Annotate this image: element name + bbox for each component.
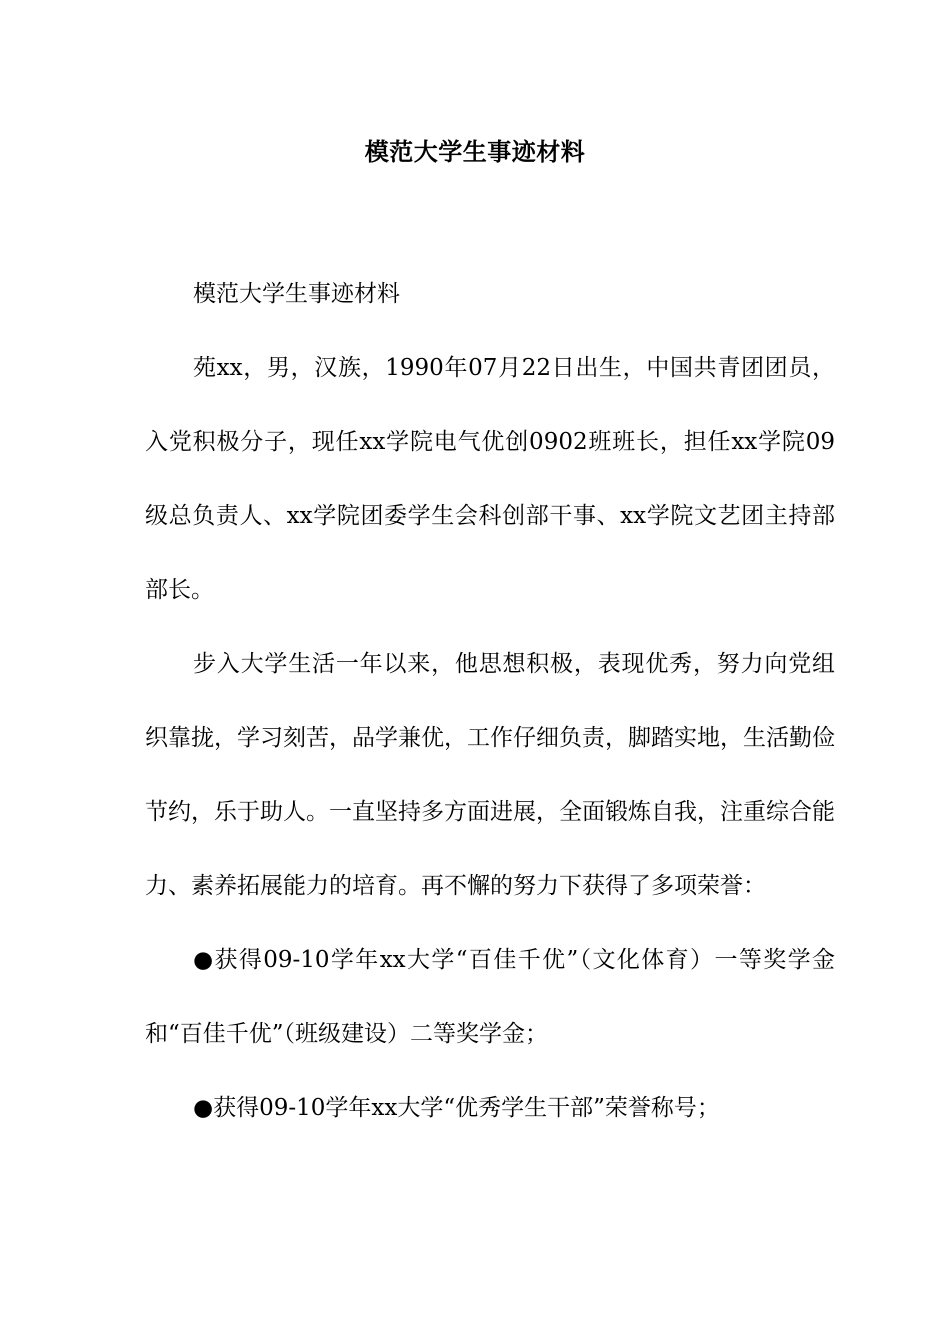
paragraph-honor-2: ●获得09-10学年xx大学“优秀学生干部”荣誉称号； [193, 1095, 720, 1121]
paragraph-profile: 苑xx，男，汉族，1990年07月22日出生，中国共青团团员，入党积极分子，现任xx学院电气优创0902班班长，担任xx学院09级总负责人、xx学院团委学生会科创部干事、xx学院文艺团主持部部长。 [145, 355, 835, 603]
document-body [145, 257, 835, 1145]
document-title: 模范大学生事迹材料 [364, 137, 586, 166]
paragraph-summary: 步入大学生活一年以来，他思想积极，表现优秀，努力向党组织靠拢，学习刻苦，品学兼优，工作仔细负责，脚踏实地，生活勤俭节约，乐于助人。一直坚持多方面进展，全面锻炼自我，注重综合能力、素养拓展能力的培育。再不懈的努力下获得了多项荣誉： [145, 651, 835, 899]
paragraph-honor-1: ●获得09-10学年xx大学“百佳千优”（文化体育）一等奖学金和“百佳千优”（班级建设）二等奖学金； [145, 947, 835, 1047]
paragraph-heading: 模范大学生事迹材料 [193, 281, 400, 307]
